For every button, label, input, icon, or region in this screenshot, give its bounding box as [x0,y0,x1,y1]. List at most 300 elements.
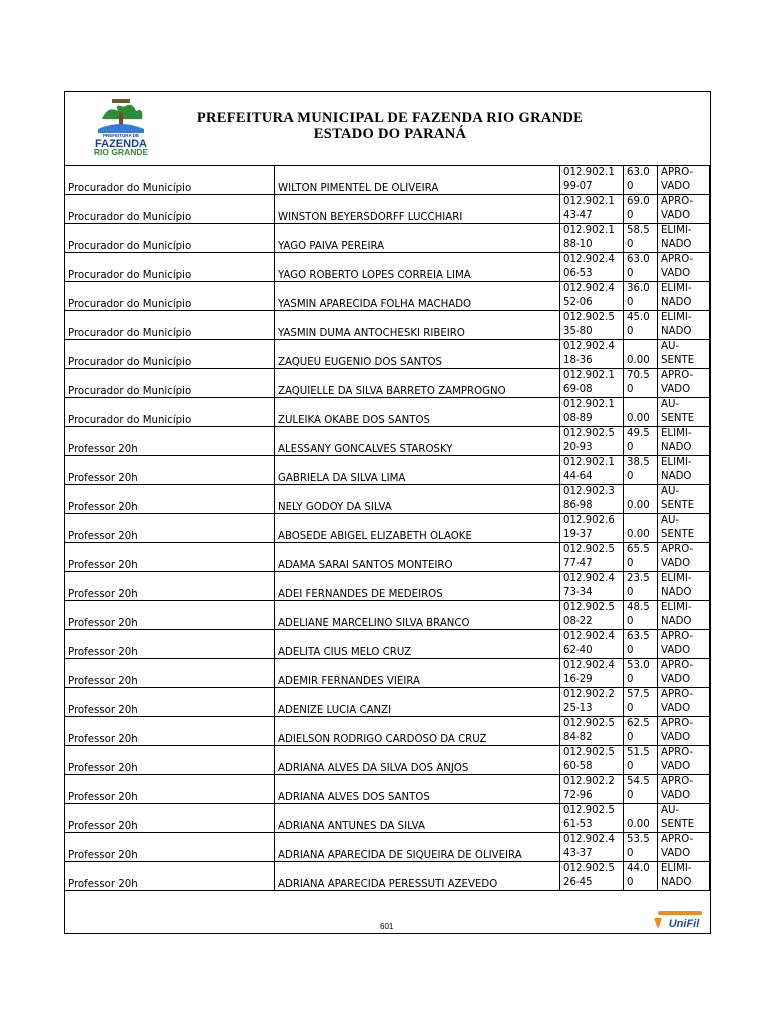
cell-status [658,485,710,514]
cell-registration [560,572,624,601]
cell-registration-line: 44-64 [563,471,593,482]
unifil-logo [652,910,708,930]
cell-registration [560,746,624,775]
page-number: 601 [380,922,394,931]
cell-status [658,572,710,601]
cell-registration-line: 012.902.4 [563,283,615,294]
cell-registration-line: 86-98 [563,500,593,511]
cell-status [658,659,710,688]
cell-role: Professor 20h [65,427,275,456]
cell-registration-line: 012.902.5 [563,805,615,816]
cell-registration-line: 012.902.5 [563,718,615,729]
cell-score-line: 44.0 [627,863,650,874]
cell-registration [560,717,624,746]
cell-candidate-name: ADELITA CIUS MELO CRUZ [275,630,560,659]
cell-registration-line: 60-58 [563,761,593,772]
table-row [65,862,710,891]
cell-role: Professor 20h [65,514,275,543]
cell-candidate-name: ADEMIR FERNANDES VIEIRA [275,659,560,688]
cell-registration-line: 012.902.5 [563,312,615,323]
table-row [65,659,710,688]
cell-registration [560,485,624,514]
cell-status [658,340,710,369]
cell-registration-line: 012.902.5 [563,602,615,613]
cell-status [658,862,710,891]
cell-score-line: 45.0 [627,312,650,323]
cell-score-line: 53.0 [627,660,650,671]
cell-registration-line: 012.902.1 [563,370,615,381]
cell-status [658,514,710,543]
cell-candidate-name: ADRIANA ALVES DOS SANTOS [275,775,560,804]
cell-score-line: 0 [627,848,634,859]
table-row [65,514,710,543]
cell-status-line: VADO [661,674,691,685]
cell-score-line [627,485,654,499]
cell-registration [560,253,624,282]
cell-status-line: APRO- [661,167,694,178]
cell-status-line: VADO [661,761,691,772]
cell-score-line: 70.5 [627,370,650,381]
cell-score-line: 63.0 [627,167,650,178]
cell-score-line [627,804,654,818]
cell-role: Procurador do Município [65,195,275,224]
cell-candidate-name: GABRIELA DA SILVA LIMA [275,456,560,485]
cell-status [658,253,710,282]
cell-role: Professor 20h [65,862,275,891]
cell-score-line: 0 [627,384,634,395]
cell-score-line: 0.00 [627,529,650,540]
cell-registration [560,398,624,427]
cell-score-line: 0 [627,790,634,801]
table-row [65,311,710,340]
cell-status-line: AU- [661,486,680,497]
cell-candidate-name: ADEI FERNANDES DE MEDEIROS [275,572,560,601]
table-row [65,804,710,833]
cell-registration [560,311,624,340]
cell-registration [560,369,624,398]
cell-score-line: 51.5 [627,747,650,758]
cell-score-line: 49.5 [627,428,650,439]
municipality-logo [88,97,154,157]
cell-registration-line: 88-10 [563,239,593,250]
cell-status-line: ELIMI- [661,573,692,584]
cell-registration [560,166,624,195]
cell-role: Procurador do Município [65,282,275,311]
cell-status-line: VADO [661,645,691,656]
cell-status-line: APRO- [661,631,694,642]
cell-status-line: NADO [661,326,692,337]
cell-role: Procurador do Município [65,340,275,369]
cell-registration [560,833,624,862]
cell-score-line: 0 [627,239,634,250]
cell-score-line [627,398,654,412]
cell-candidate-name: ZAQUEU EUGENIO DOS SANTOS [275,340,560,369]
cell-status [658,746,710,775]
cell-status-line: ELIMI- [661,283,692,294]
cell-registration-line: 20-93 [563,442,593,453]
table-row [65,572,710,601]
cell-role: Professor 20h [65,630,275,659]
cell-registration [560,224,624,253]
cell-status [658,282,710,311]
cell-score [624,398,658,427]
cell-registration-line: 012.902.2 [563,776,615,787]
cell-registration-line: 08-22 [563,616,593,627]
unifil-logo-text: UniFil [668,918,700,930]
cell-score-line: 0.00 [627,500,650,511]
cell-score [624,804,658,833]
cell-status-line: ELIMI- [661,863,692,874]
cell-registration-line: 012.902.4 [563,254,615,265]
cell-status [658,427,710,456]
cell-status-line: APRO- [661,718,694,729]
cell-score-line [627,340,654,354]
cell-score [624,717,658,746]
cell-role: Professor 20h [65,717,275,746]
cell-registration-line: 18-36 [563,355,593,366]
cell-status-line: APRO- [661,747,694,758]
cell-status-line: NADO [661,442,692,453]
table-row [65,253,710,282]
cell-candidate-name: ADIELSON RODRIGO CARDOSO DA CRUZ [275,717,560,746]
cell-score-line: 62.5 [627,718,650,729]
cell-status-line: ELIMI- [661,312,692,323]
cell-score-line: 36.0 [627,283,650,294]
cell-role: Professor 20h [65,775,275,804]
cell-role: Professor 20h [65,804,275,833]
cell-score-line: 0.00 [627,413,650,424]
cell-registration [560,804,624,833]
cell-registration [560,514,624,543]
cell-score-line: 63.5 [627,631,650,642]
cell-status [658,775,710,804]
cell-score [624,659,658,688]
cell-candidate-name: ADRIANA APARECIDA PERESSUTI AZEVEDO [275,862,560,891]
cell-score [624,311,658,340]
cell-registration-line: 08-89 [563,413,593,424]
cell-status-line: SENTE [661,819,695,830]
cell-registration-line: 52-06 [563,297,593,308]
cell-registration [560,688,624,717]
cell-registration-line: 012.902.5 [563,428,615,439]
cell-score [624,746,658,775]
cell-score-line: 57.5 [627,689,650,700]
cell-score-line: 0 [627,877,634,888]
cell-registration-line: 012.902.5 [563,747,615,758]
cell-score-line: 0 [627,732,634,743]
cell-status-line: APRO- [661,254,694,265]
cell-status-line: ELIMI- [661,225,692,236]
cell-status [658,833,710,862]
cell-registration [560,630,624,659]
cell-registration-line: 19-37 [563,529,593,540]
cell-score-line: 0 [627,616,634,627]
cell-candidate-name: ALESSANY GONCALVES STAROSKY [275,427,560,456]
cell-status [658,456,710,485]
cell-score [624,572,658,601]
cell-status [658,224,710,253]
cell-registration-line: 012.902.3 [563,486,615,497]
table-row [65,630,710,659]
cell-status-line: APRO- [661,776,694,787]
cell-registration-line: 012.902.5 [563,863,615,874]
cell-score-line: 53.5 [627,834,650,845]
cell-score [624,775,658,804]
document-subtitle: ESTADO DO PARANÁ [313,126,467,142]
cell-registration [560,427,624,456]
cell-status [658,543,710,572]
cell-registration-line: 012.902.2 [563,689,615,700]
cell-status-line: VADO [661,268,691,279]
cell-status-line: AU- [661,341,680,352]
cell-status-line: VADO [661,558,691,569]
table-row [65,746,710,775]
cell-status-line: NADO [661,297,692,308]
cell-status-line: VADO [661,703,691,714]
cell-registration-line: 61-53 [563,819,593,830]
cell-candidate-name: ADRIANA APARECIDA DE SIQUEIRA DE OLIVEIRA [275,833,560,862]
cell-candidate-name: ADAMA SARAI SANTOS MONTEIRO [275,543,560,572]
cell-score-line: 0 [627,181,634,192]
cell-registration-line: 012.902.6 [563,515,615,526]
cell-registration-line: 77-47 [563,558,593,569]
cell-registration-line: 35-80 [563,326,593,337]
cell-score [624,485,658,514]
cell-score-line: 0 [627,703,634,714]
cell-registration-line: 012.902.4 [563,631,615,642]
table-row [65,543,710,572]
logo-text-main: FAZENDA [95,138,147,150]
table-row [65,688,710,717]
cell-candidate-name: ADELIANE MARCELINO SILVA BRANCO [275,601,560,630]
cell-registration-line: 012.902.1 [563,399,615,410]
cell-role: Procurador do Município [65,253,275,282]
cell-registration [560,775,624,804]
cell-registration-line: 012.902.4 [563,573,615,584]
cell-status-line: VADO [661,210,691,221]
cell-registration-line: 012.902.4 [563,341,615,352]
cell-score [624,166,658,195]
cell-score [624,253,658,282]
cell-score-line: 0 [627,297,634,308]
cell-score [624,282,658,311]
cell-status-line: ELIMI- [661,428,692,439]
cell-status [658,630,710,659]
cell-score-line: 0 [627,587,634,598]
cell-score-line: 65.5 [627,544,650,555]
cell-registration-line: 012.902.1 [563,167,615,178]
cell-registration [560,282,624,311]
cell-registration [560,862,624,891]
cell-status-line: SENTE [661,529,695,540]
cell-status-line: SENTE [661,355,695,366]
cell-status [658,717,710,746]
cell-registration-line: 012.902.4 [563,660,615,671]
cell-score-line: 0 [627,442,634,453]
cell-status-line: NADO [661,587,692,598]
cell-status-line: VADO [661,790,691,801]
logo-text-sub: RIO GRANDE [93,147,149,157]
cell-score-line: 0.00 [627,819,650,830]
cell-candidate-name: YAGO PAIVA PEREIRA [275,224,560,253]
cell-role: Professor 20h [65,485,275,514]
cell-score [624,224,658,253]
cell-status [658,195,710,224]
cell-score [624,543,658,572]
cell-score-line: 0.00 [627,355,650,366]
cell-score-line: 38.5 [627,457,650,468]
cell-registration-line: 72-96 [563,790,593,801]
cell-candidate-name: ZAQUIELLE DA SILVA BARRETO ZAMPROGNO [275,369,560,398]
cell-role: Procurador do Município [65,224,275,253]
cell-status-line: SENTE [661,500,695,511]
cell-status-line: VADO [661,181,691,192]
cell-role: Professor 20h [65,601,275,630]
cell-candidate-name: ZULEIKA OKABE DOS SANTOS [275,398,560,427]
cell-score [624,340,658,369]
cell-registration-line: 99-07 [563,181,593,192]
cell-role: Professor 20h [65,572,275,601]
cell-status-line: ELIMI- [661,602,692,613]
cell-registration-line: 16-29 [563,674,593,685]
cell-score-line: 58.5 [627,225,650,236]
cell-registration-line: 43-37 [563,848,593,859]
cell-status-line: VADO [661,732,691,743]
cell-score-line: 0 [627,471,634,482]
cell-score-line: 23.5 [627,573,650,584]
cell-score-line: 54.5 [627,776,650,787]
table-row [65,717,710,746]
cell-status-line: SENTE [661,413,695,424]
cell-role: Professor 20h [65,688,275,717]
cell-status-line: VADO [661,848,691,859]
table-row [65,340,710,369]
cell-score-line: 63.0 [627,254,650,265]
table-row [65,369,710,398]
cell-status-line: NADO [661,239,692,250]
cell-score [624,630,658,659]
cell-score-line: 0 [627,761,634,772]
cell-registration-line: 25-13 [563,703,593,714]
cell-score-line: 0 [627,645,634,656]
cell-status [658,166,710,195]
cell-candidate-name: ADRIANA ANTUNES DA SILVA [275,804,560,833]
cell-score-line: 0 [627,558,634,569]
cell-role: Professor 20h [65,456,275,485]
table-row [65,427,710,456]
cell-status [658,369,710,398]
cell-score [624,688,658,717]
cell-status-line: AU- [661,515,680,526]
cell-score [624,427,658,456]
table-row [65,224,710,253]
cell-registration-line: 73-34 [563,587,593,598]
cell-registration-line: 012.902.4 [563,834,615,845]
cell-status-line: APRO- [661,196,694,207]
cell-candidate-name: YASMIN APARECIDA FOLHA MACHADO [275,282,560,311]
logo-text-top: PREFEITURA DE [102,133,140,138]
cell-registration-line: 62-40 [563,645,593,656]
document-title: PREFEITURA MUNICIPAL DE FAZENDA RIO GRANDE [196,110,584,126]
table-row [65,195,710,224]
cell-registration [560,601,624,630]
cell-role: Professor 20h [65,746,275,775]
cell-score [624,514,658,543]
cell-candidate-name: ADRIANA ALVES DA SILVA DOS ANJOS [275,746,560,775]
table-row [65,833,710,862]
cell-status-line: VADO [661,384,691,395]
cell-registration [560,195,624,224]
cell-score [624,833,658,862]
cell-score-line: 0 [627,268,634,279]
cell-role: Procurador do Município [65,311,275,340]
cell-status-line: NADO [661,616,692,627]
cell-score-line: 48.5 [627,602,650,613]
cell-status-line: AU- [661,805,680,816]
cell-candidate-name: YAGO ROBERTO LOPES CORREIA LIMA [275,253,560,282]
table-row [65,456,710,485]
cell-status [658,688,710,717]
cell-status-line: ELIMI- [661,457,692,468]
cell-status-line: APRO- [661,370,694,381]
cell-score-line: 0 [627,326,634,337]
table-row [65,601,710,630]
cell-status [658,398,710,427]
cell-candidate-name: ABOSEDE ABIGEL ELIZABETH OLAOKE [275,514,560,543]
cell-registration-line: 43-47 [563,210,593,221]
cell-score-line: 0 [627,674,634,685]
table-row [65,398,710,427]
cell-status [658,601,710,630]
cell-registration [560,340,624,369]
cell-score-line: 69.0 [627,196,650,207]
cell-role: Procurador do Município [65,166,275,195]
cell-registration-line: 06-53 [563,268,593,279]
cell-candidate-name: YASMIN DUMA ANTOCHESKI RIBEIRO [275,311,560,340]
cell-candidate-name: WINSTON BEYERSDORFF LUCCHIARI [275,195,560,224]
cell-registration-line: 84-82 [563,732,593,743]
cell-candidate-name: NELY GODOY DA SILVA [275,485,560,514]
cell-role: Professor 20h [65,543,275,572]
cell-registration-line: 012.902.1 [563,457,615,468]
table-row [65,282,710,311]
cell-score-line [627,514,654,528]
cell-candidate-name: ADENIZE LUCIA CANZI [275,688,560,717]
table-row [65,166,710,195]
cell-score [624,369,658,398]
cell-role: Procurador do Município [65,398,275,427]
cell-registration-line: 012.902.1 [563,196,615,207]
cell-registration [560,543,624,572]
cell-registration [560,659,624,688]
table-row [65,775,710,804]
cell-registration-line: 69-08 [563,384,593,395]
cell-status-line: APRO- [661,689,694,700]
cell-status-line: AU- [661,399,680,410]
cell-score-line: 0 [627,210,634,221]
cell-registration-line: 012.902.5 [563,544,615,555]
cell-score [624,862,658,891]
cell-status-line: APRO- [661,834,694,845]
cell-candidate-name: WILTON PIMENTEL DE OLIVEIRA [275,166,560,195]
results-table [64,165,710,891]
cell-role: Procurador do Município [65,369,275,398]
cell-role: Professor 20h [65,833,275,862]
cell-status-line: APRO- [661,660,694,671]
cell-status-line: NADO [661,471,692,482]
cell-status [658,311,710,340]
cell-registration-line: 26-45 [563,877,593,888]
